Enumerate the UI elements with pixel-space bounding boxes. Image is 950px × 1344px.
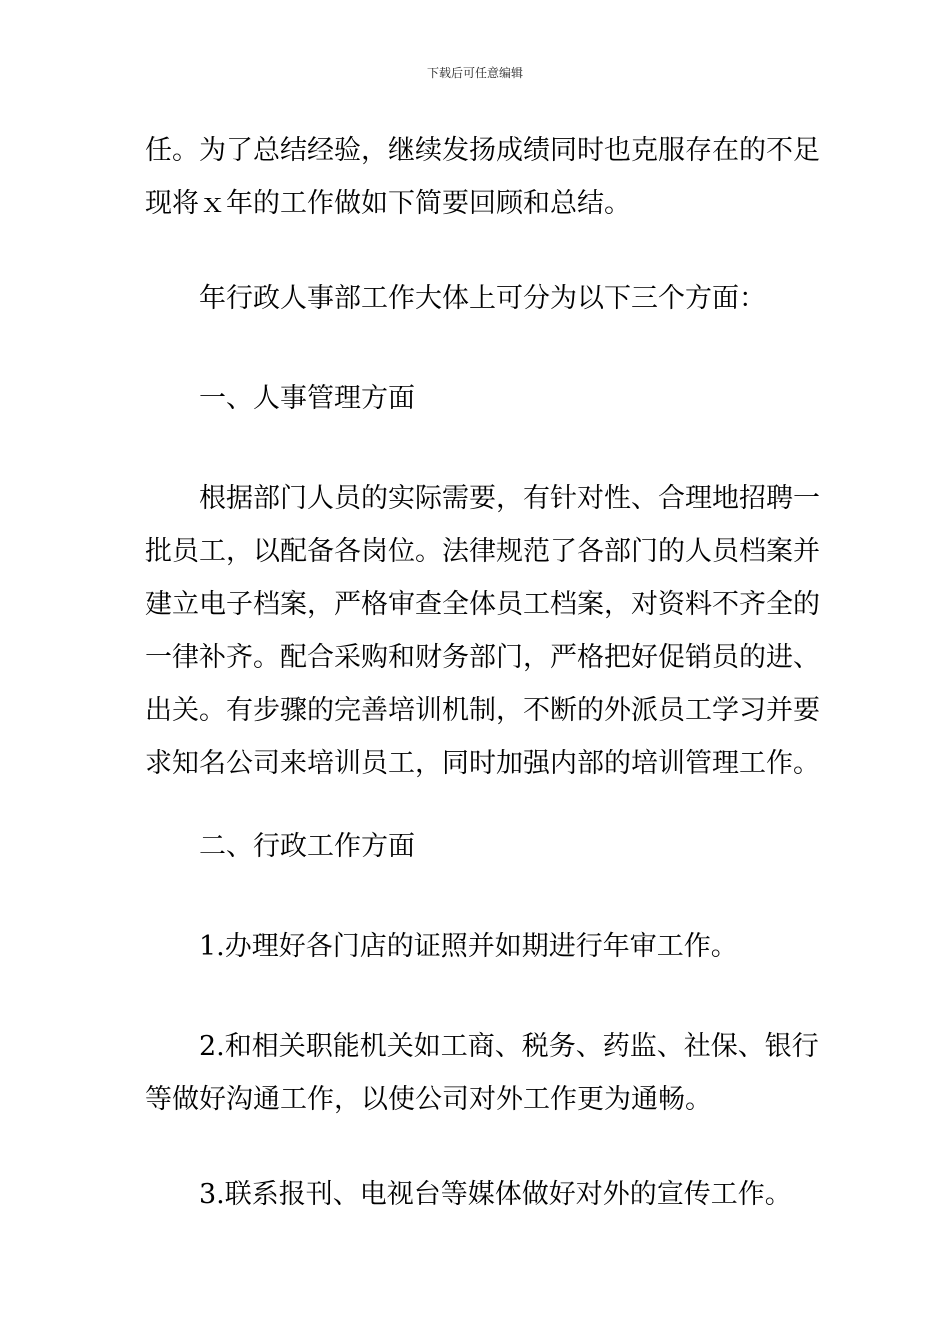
text-line: 二、行政工作方面 [199, 831, 415, 862]
text-line: 一、人事管理方面 [199, 383, 415, 414]
paragraph-continuation [145, 124, 820, 230]
text-line: 出关。有步骤的完善培训机制，不断的外派员工学习并要 [145, 695, 820, 726]
text-line: 求知名公司来培训员工，同时加强内部的培训管理工作。 [145, 748, 820, 779]
text-line: 1.办理好各门店的证照并如期进行年审工作。 [199, 931, 738, 962]
list-item-1 [145, 920, 807, 973]
text-line: 批员工，以配备各岗位。法律规范了各部门的人员档案并 [145, 536, 820, 567]
text-line: 任。为了总结经验，继续发扬成绩同时也克服存在的不足 [145, 135, 820, 166]
section-heading-personnel [145, 372, 807, 425]
header-note: 下载后可任意编辑 [426, 66, 523, 80]
paragraph-personnel [145, 472, 820, 790]
text-line: 建立电子档案，严格审查全体员工档案，对资料不齐全的 [145, 589, 820, 620]
text-line: 一律补齐。配合采购和财务部门，严格把好促销员的进、 [145, 642, 820, 673]
text-line: 等做好沟通工作，以使公司对外工作更为通畅。 [145, 1084, 712, 1115]
list-item-2 [145, 1020, 819, 1126]
text-line: 年行政人事部工作大体上可分为以下三个方面： [199, 283, 766, 314]
list-item-3 [145, 1168, 807, 1221]
text-line: 3.联系报刊、电视台等媒体做好对外的宣传工作。 [199, 1179, 792, 1210]
text-line: 现将ｘ年的工作做如下简要回顾和总结。 [145, 188, 631, 219]
paragraph-intro [145, 272, 807, 325]
section-heading-admin [145, 820, 807, 873]
text-line: 2.和相关职能机关如工商、税务、药监、社保、银行 [199, 1031, 819, 1062]
text-line: 根据部门人员的实际需要，有针对性、合理地招聘一 [199, 483, 820, 514]
